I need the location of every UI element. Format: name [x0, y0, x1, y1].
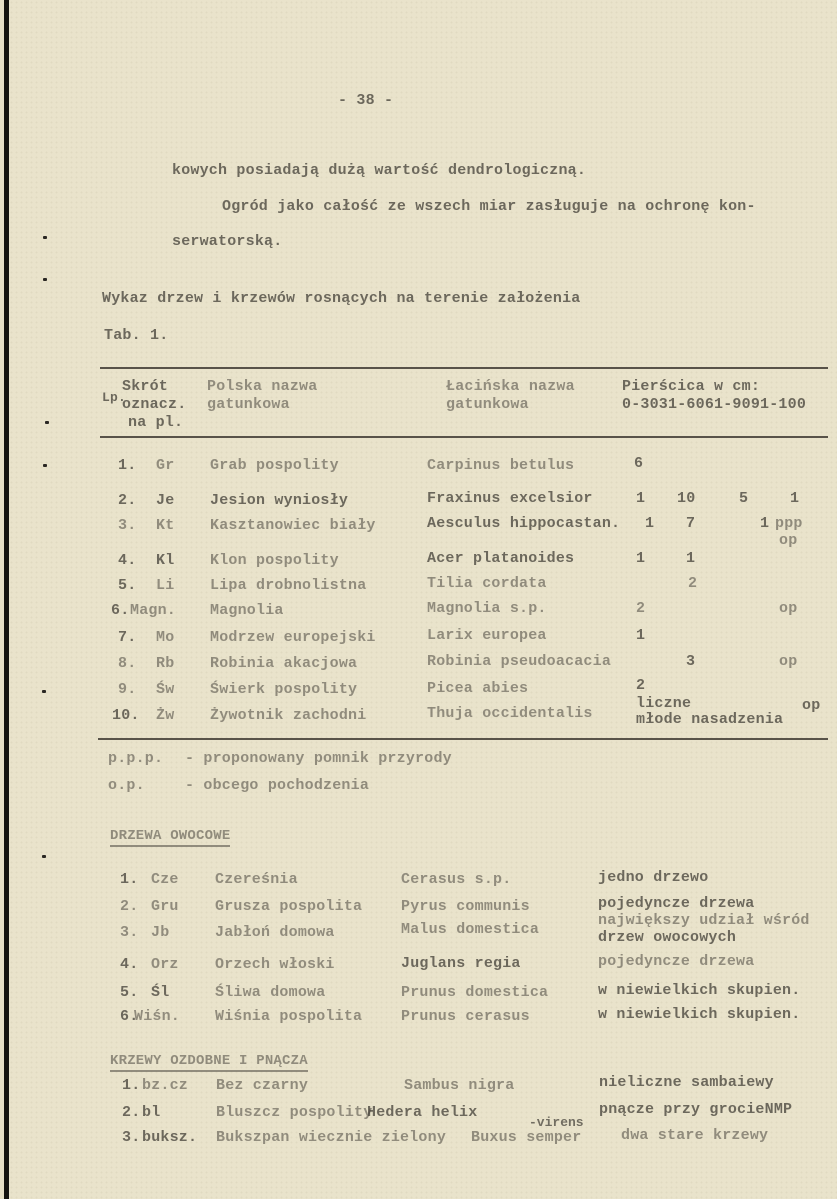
- row-note: nieliczne sambaiewy: [599, 1074, 774, 1091]
- row-lp: 9.: [118, 681, 137, 698]
- row-girth-1: 2: [636, 677, 646, 694]
- header-girth: Pierścica w cm:: [622, 378, 761, 395]
- row-lp: 10.: [112, 707, 140, 724]
- margin-mark: [42, 855, 46, 858]
- section-title-shrubs: KRZEWY OZDOBNE I PNĄCZA: [110, 1053, 308, 1072]
- row-abbr: buksz.: [142, 1129, 198, 1146]
- row-girth-2: 3: [686, 653, 696, 670]
- row-note: pojedyncze drzewa: [598, 895, 755, 912]
- header-polish: Polska nazwa: [207, 378, 318, 395]
- row-lp: 6.: [111, 602, 130, 619]
- row-lp: 1.: [118, 457, 137, 474]
- row-abbr: Gru: [151, 898, 179, 915]
- section-title-fruit-trees: DRZEWA OWOCOWE: [110, 828, 230, 847]
- row-polish: Bukszpan wiecznie zielony: [216, 1129, 447, 1146]
- row-abbr: Kl: [156, 552, 175, 569]
- header-latin: Łacińska nazwa: [446, 378, 575, 395]
- row-abbr: Je: [156, 492, 175, 509]
- row-polish: Świerk pospolity: [210, 681, 358, 698]
- row-polish: Bez czarny: [216, 1077, 309, 1094]
- row-latin: Robinia pseudoacacia: [427, 653, 612, 670]
- legend-abbr: p.p.p.: [108, 750, 164, 767]
- row-polish: Śliwa domowa: [215, 984, 326, 1001]
- row-girth-2: 1: [686, 550, 696, 567]
- legend-text: - obcego pochodzenia: [185, 777, 370, 794]
- row-polish: Jabłoń domowa: [215, 924, 335, 941]
- legend-text: - proponowany pomnik przyrody: [185, 750, 452, 767]
- row-latin: Magnolia s.p.: [427, 600, 547, 617]
- row-latin: Carpinus betulus: [427, 457, 575, 474]
- row-abbr: Św: [156, 681, 175, 698]
- margin-mark: [45, 421, 49, 424]
- row-abbr: Mo: [156, 629, 175, 646]
- header-abbr: na pl.: [128, 414, 184, 431]
- row-girth-3: 5: [739, 490, 749, 507]
- latin-correction: -virens: [529, 1115, 584, 1130]
- table-bottom-rule: [98, 738, 828, 740]
- row-latin: Cerasus s.p.: [401, 871, 512, 888]
- row-abbr: Jb: [151, 924, 170, 941]
- row-note: w niewielkich skupien.: [598, 1006, 801, 1023]
- row-polish: Wiśnia pospolita: [215, 1008, 363, 1025]
- row-note: ppp: [775, 515, 803, 532]
- margin-mark: [43, 236, 47, 239]
- row-note: pojedyncze drzewa: [598, 953, 755, 970]
- row-polish: Grusza pospolita: [215, 898, 363, 915]
- row-note: op: [779, 532, 798, 549]
- row-polish: Bluszcz pospolity: [216, 1104, 373, 1121]
- row-polish: Czereśnia: [215, 871, 298, 888]
- row-lp: 1.: [122, 1077, 141, 1094]
- row-lp: 2.: [120, 898, 139, 915]
- row-lp: 8.: [118, 655, 137, 672]
- legend-abbr: o.p.: [108, 777, 145, 794]
- row-note: jedno drzewo: [598, 869, 709, 886]
- row-lp: 6.: [120, 1008, 139, 1025]
- row-girth-note: młode nasadzenia: [636, 711, 784, 728]
- row-abbr: Cze: [151, 871, 179, 888]
- row-polish: Orzech włoski: [215, 956, 335, 973]
- row-polish: Lipa drobnolistna: [210, 577, 367, 594]
- row-polish: Klon pospolity: [210, 552, 339, 569]
- row-girth-1: 2: [636, 600, 646, 617]
- header-latin: gatunkowa: [446, 396, 529, 413]
- row-latin: Thuja occidentalis: [427, 705, 593, 722]
- intro-line: Ogród jako całość ze wszech miar zasługuje na ochronę kon-: [222, 198, 756, 215]
- row-lp: 5.: [120, 984, 139, 1001]
- row-girth-1: 1: [636, 550, 646, 567]
- row-lp: 2.: [118, 492, 137, 509]
- row-lp: 3.: [118, 517, 137, 534]
- row-latin: Tilia cordata: [427, 575, 547, 592]
- row-latin: Buxus semper: [471, 1129, 582, 1146]
- row-note: op: [779, 600, 798, 617]
- table-top-rule: [100, 367, 828, 369]
- row-lp: 5.: [118, 577, 137, 594]
- row-girth-1: 6: [634, 455, 644, 472]
- row-note: w niewielkich skupien.: [598, 982, 801, 999]
- row-girth-4: 1: [790, 490, 800, 507]
- row-abbr: Magn.: [130, 602, 177, 619]
- header-polish: gatunkowa: [207, 396, 290, 413]
- intro-line: kowych posiadają dużą wartość dendrologiczną.: [172, 162, 587, 179]
- page-number: - 38 -: [338, 92, 394, 109]
- row-latin: Hedera helix: [367, 1104, 478, 1121]
- row-polish: Żywotnik zachodni: [210, 707, 367, 724]
- row-lp: 4.: [120, 956, 139, 973]
- row-abbr: Wiśn.: [134, 1008, 181, 1025]
- row-polish: Modrzew europejski: [210, 629, 376, 646]
- row-abbr: Rb: [156, 655, 175, 672]
- header-abbr: Skrót: [122, 378, 169, 395]
- row-note: op: [802, 697, 821, 714]
- row-polish: Magnolia: [210, 602, 284, 619]
- header-abbr: oznacz.: [122, 396, 187, 413]
- row-lp: 1.: [120, 871, 139, 888]
- row-girth-2: 2: [688, 575, 698, 592]
- row-girth-1: 1: [636, 627, 646, 644]
- row-latin: Fraxinus excelsior: [427, 490, 593, 507]
- row-polish: Kasztanowiec biały: [210, 517, 376, 534]
- row-abbr: Kt: [156, 517, 175, 534]
- row-abbr: Orz: [151, 956, 179, 973]
- header-lp: Lp.: [102, 390, 127, 405]
- row-lp: 3.: [122, 1129, 141, 1146]
- document-page: [4, 0, 837, 1199]
- row-latin: Aesculus hippocastan.: [427, 515, 621, 532]
- row-note: dwa stare krzewy: [621, 1127, 769, 1144]
- margin-mark: [43, 278, 47, 281]
- row-polish: Jesion wyniosły: [210, 492, 349, 509]
- row-latin: Larix europea: [427, 627, 547, 644]
- row-latin: Picea abies: [427, 680, 529, 697]
- row-girth-1: 1: [645, 515, 655, 532]
- row-lp: 2.: [122, 1104, 141, 1121]
- row-latin: Prunus domestica: [401, 984, 549, 1001]
- row-latin: Prunus cerasus: [401, 1008, 530, 1025]
- row-polish: Grab pospolity: [210, 457, 339, 474]
- row-latin: Pyrus communis: [401, 898, 530, 915]
- row-lp: 7.: [118, 629, 137, 646]
- margin-mark: [42, 690, 46, 693]
- table-header-rule: [100, 436, 828, 438]
- row-note: największy udział wśród: [598, 912, 810, 929]
- row-abbr: Gr: [156, 457, 175, 474]
- row-polish: Robinia akacjowa: [210, 655, 358, 672]
- row-note: op: [779, 653, 798, 670]
- intro-line: serwatorską.: [172, 233, 283, 250]
- row-girth-4: 1: [760, 515, 770, 532]
- row-abbr: bz.cz: [142, 1077, 189, 1094]
- row-latin: Sambus nigra: [404, 1077, 515, 1094]
- table-label: Tab. 1.: [104, 327, 169, 344]
- row-girth-note: liczne: [636, 695, 692, 712]
- header-girth: 0-3031-6061-9091-100: [622, 396, 807, 413]
- row-abbr: Żw: [156, 707, 175, 724]
- row-abbr: Li: [156, 577, 175, 594]
- scan-edge: [4, 0, 9, 1199]
- row-lp: 4.: [118, 552, 137, 569]
- row-note: pnącze przy grocieNMP: [599, 1101, 793, 1118]
- row-lp: 3.: [120, 924, 139, 941]
- margin-mark: [43, 464, 47, 467]
- row-latin: Malus domestica: [401, 921, 540, 938]
- row-latin: Acer platanoides: [427, 550, 575, 567]
- list-title: Wykaz drzew i krzewów rosnących na terenie założenia: [102, 290, 581, 307]
- row-girth-2: 10: [677, 490, 696, 507]
- row-note: drzew owocowych: [598, 929, 737, 946]
- row-girth-2: 7: [686, 515, 696, 532]
- row-latin: Juglans regia: [401, 955, 521, 972]
- row-abbr: Śl: [151, 984, 170, 1001]
- row-girth-1: 1: [636, 490, 646, 507]
- row-abbr: bl: [142, 1104, 161, 1121]
